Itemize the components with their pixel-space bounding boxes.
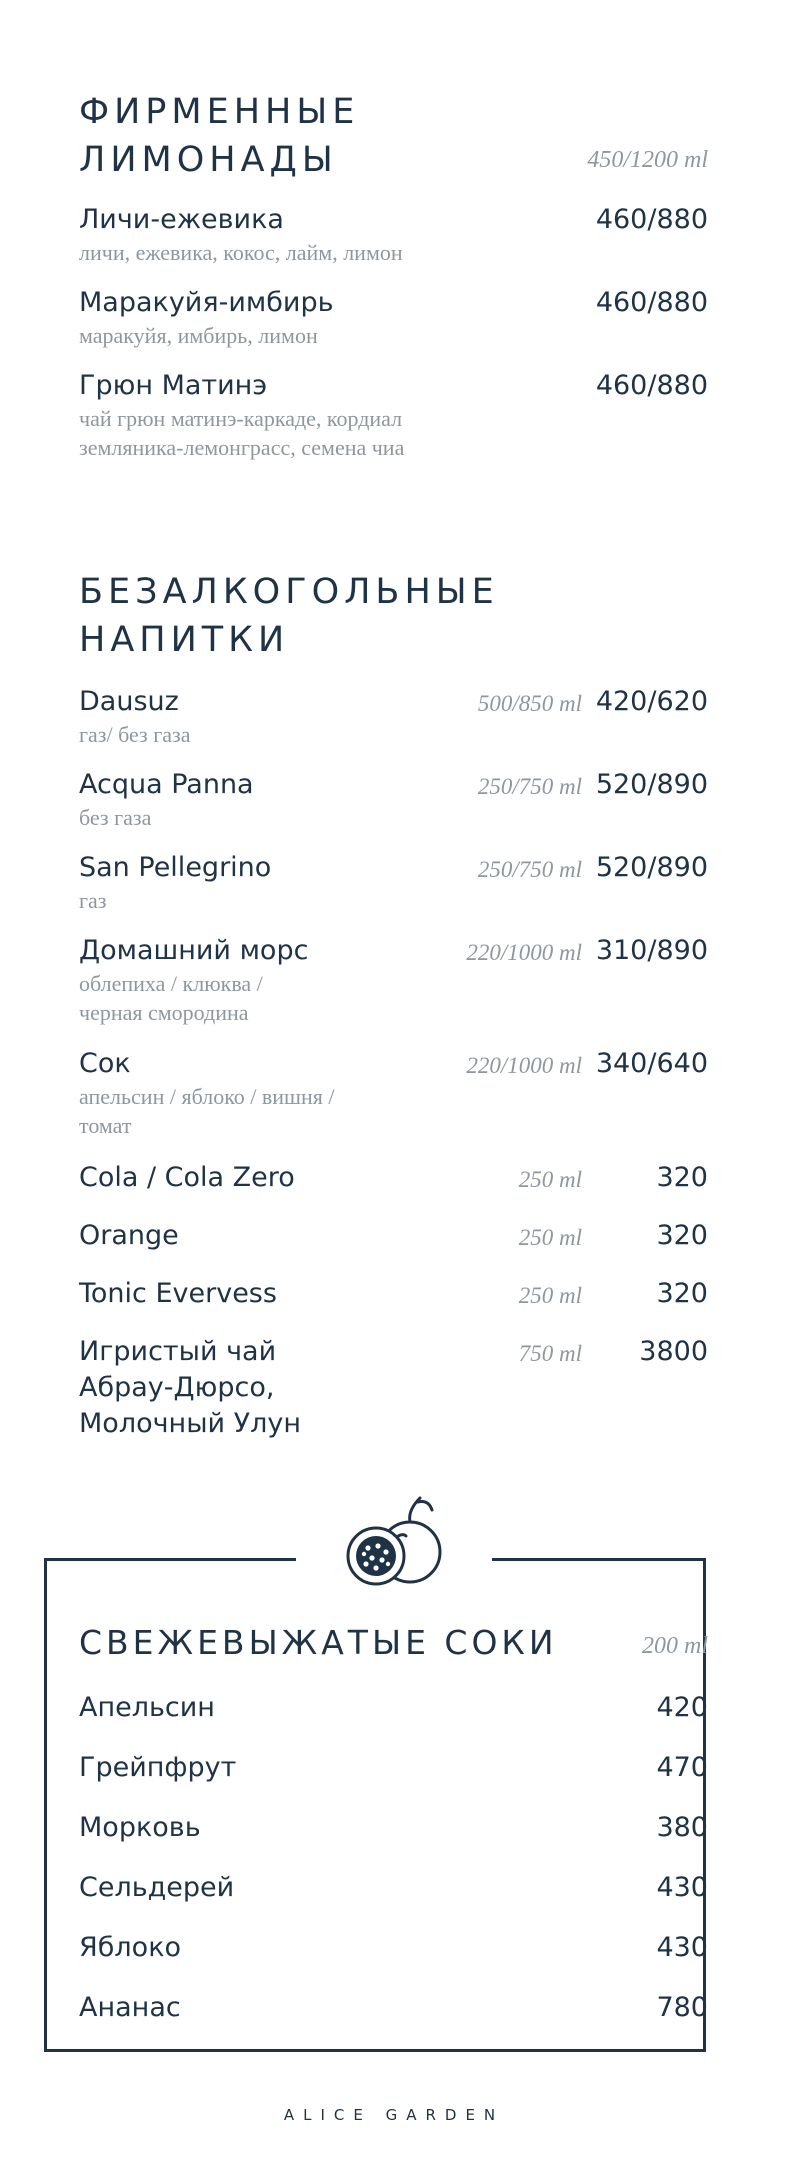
item-name: Dausuz xyxy=(79,686,179,717)
item-volume: 500/850 ml xyxy=(477,691,582,716)
section-title-lemonades xyxy=(79,88,359,184)
item-volume: 250 ml xyxy=(518,1283,582,1308)
menu-item xyxy=(79,1690,708,1726)
menu-item xyxy=(79,1990,708,2026)
menu-item xyxy=(79,1750,708,1786)
item-price: 420 xyxy=(656,1692,708,1723)
item-volume: 250 ml xyxy=(518,1167,582,1192)
fresh-juices-volume: 200 ml xyxy=(642,1633,708,1659)
item-description: личи, ежевика, кокос, лайм, лимон xyxy=(79,240,403,265)
item-description: черная смородина xyxy=(79,1000,249,1025)
item-volume: 750 ml xyxy=(518,1341,582,1366)
item-price: 320 xyxy=(656,1162,708,1193)
menu-item xyxy=(79,933,708,1027)
item-price: 460/880 xyxy=(595,370,708,401)
title-line: БЕЗАЛКОГОЛЬНЫЕ xyxy=(79,572,499,612)
item-description: облепиха / клюква / xyxy=(79,971,263,996)
brand-logo: ALICE GARDEN xyxy=(283,2106,505,2124)
passion-fruit-icon xyxy=(334,1490,454,1590)
section-title-soft-drinks xyxy=(79,568,499,664)
item-description: газ/ без газа xyxy=(79,722,191,747)
item-price: 320 xyxy=(656,1220,708,1251)
item-price: 380 xyxy=(656,1812,708,1843)
item-price: 780 xyxy=(656,1992,708,2023)
item-volume: 220/1000 ml xyxy=(466,940,582,965)
item-name: Апельсин xyxy=(79,1692,215,1723)
section-title-fresh-juices: СВЕЖЕВЫЖАТЫЕ СОКИ xyxy=(79,1623,558,1662)
item-price: 3800 xyxy=(639,1336,708,1367)
item-name: Acqua Panna xyxy=(79,769,254,800)
item-name: Игристый чай xyxy=(79,1336,277,1367)
item-price: 460/880 xyxy=(595,287,708,318)
menu-item xyxy=(79,1218,708,1254)
item-volume: 250/750 ml xyxy=(477,774,582,799)
item-price: 520/890 xyxy=(595,852,708,883)
lemonades-volume: 450/1200 ml xyxy=(587,147,708,173)
menu-item xyxy=(79,1810,708,1846)
item-description: томат xyxy=(79,1113,132,1138)
item-price: 420/620 xyxy=(595,686,708,717)
item-price: 320 xyxy=(656,1278,708,1309)
item-price: 470 xyxy=(656,1752,708,1783)
item-volume: 250 ml xyxy=(518,1225,582,1250)
item-name: Личи-ежевика xyxy=(79,204,284,235)
title-line: ЛИМОНАДЫ xyxy=(79,140,338,180)
menu-item xyxy=(79,202,708,267)
item-name: Молочный Улун xyxy=(79,1408,301,1439)
item-description: апельсин / яблоко / вишня / xyxy=(79,1084,335,1109)
item-description: газ xyxy=(79,888,107,913)
item-description: чай грюн матинэ-каркаде, кордиал xyxy=(79,406,403,431)
menu-item xyxy=(79,368,708,462)
item-name: Абрау-Дюрсо, xyxy=(79,1372,275,1403)
item-price: 520/890 xyxy=(595,769,708,800)
item-name: Грюн Матинэ xyxy=(79,370,268,401)
item-name: Orange xyxy=(79,1220,179,1251)
item-price: 430 xyxy=(656,1932,708,1963)
item-name: Ананас xyxy=(79,1992,181,2023)
item-name: Морковь xyxy=(79,1812,201,1843)
item-name: Домашний морс xyxy=(79,935,309,966)
item-volume: 220/1000 ml xyxy=(466,1053,582,1078)
item-name: Сок xyxy=(79,1048,131,1079)
item-description: маракуйя, имбирь, лимон xyxy=(79,323,318,348)
item-volume: 250/750 ml xyxy=(477,857,582,882)
item-name: Tonic Evervess xyxy=(79,1278,277,1309)
menu-item xyxy=(79,285,708,350)
item-name: Маракуйя-имбирь xyxy=(79,287,334,318)
menu-item xyxy=(79,1930,708,1966)
menu-item xyxy=(79,684,708,749)
menu-item xyxy=(79,1334,708,1442)
menu-item xyxy=(79,767,708,832)
item-name: San Pellegrino xyxy=(79,852,272,883)
item-price: 340/640 xyxy=(595,1048,708,1079)
item-name: Сельдерей xyxy=(79,1872,235,1903)
item-price: 310/890 xyxy=(595,935,708,966)
item-name: Яблоко xyxy=(79,1932,182,1963)
title-line: ФИРМЕННЫЕ xyxy=(79,92,360,132)
item-price: 430 xyxy=(656,1872,708,1903)
item-name: Cola / Cola Zero xyxy=(79,1162,295,1193)
item-description: земляника-лемонграсс, семена чиа xyxy=(79,435,405,460)
menu-item xyxy=(79,850,708,915)
menu-item xyxy=(79,1046,708,1140)
item-description: без газа xyxy=(79,805,152,830)
menu-item xyxy=(79,1276,708,1312)
menu-item xyxy=(79,1870,708,1906)
item-price: 460/880 xyxy=(595,204,708,235)
menu-item xyxy=(79,1160,708,1196)
title-line: НАПИТКИ xyxy=(79,620,290,660)
item-name: Грейпфрут xyxy=(79,1752,237,1783)
